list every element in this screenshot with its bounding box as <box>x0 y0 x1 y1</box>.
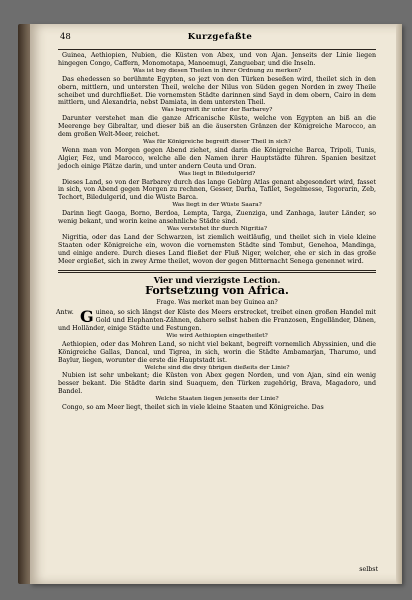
drop-cap: G <box>80 307 94 327</box>
answer-paragraph: Congo, so am Meer liegt, theilet sich in viele kleine Staaten und Königreiche. Das <box>62 404 324 412</box>
question-line: Was verstehet ihr durch Nigritia? <box>166 225 268 232</box>
first-answer-text: uinea, so sich längst der Küste des Meers erstrecket, treibet einen großen Handel mit Gold und Elephanten-Zähnen, dahero selbst haben die Franzosen, Engelländer, Dänen, und Holländer, einige Städte und Festungen. <box>58 309 376 332</box>
lesson-subtitle: Fortsetzung von Africa. <box>145 284 289 298</box>
question-line: Wie wird Aethiopien eingetheilet? <box>166 332 268 339</box>
answer-paragraph: Das ehedessen so berühmte Egypten, so jezt von den Türken beseßen wird, theilet sich in den obern, mittlern, und untersten Theil, welche der Nilus von Süden gegen Norden in zwey Theile scheibet und durchfließet. Die vornemsten Städte darinnen sind Sayd in dem obern, Cairo in dem mittlern, und Alexandria, nebst Damiata, in dem untersten Theil. <box>58 75 376 107</box>
page-header <box>60 32 380 48</box>
section-body-1 <box>58 52 376 265</box>
question-line: Was für Königreiche begreift dieser Theil in sich? <box>142 138 291 145</box>
header-rule <box>58 49 376 50</box>
answer-label: Antw. <box>56 309 74 317</box>
question-line: Was ist bey diesen Theilen in ihrer Ordnung zu merken? <box>132 67 302 74</box>
question-line: Was liegt in Biledulgerid? <box>178 170 256 177</box>
answer-paragraph: Nigritia, oder das Land der Schwarzen, ist ziemlich weitläufig, und theilet sich in viele kleine Staaten oder Königreiche ein, wovon die vornemsten Städte sind Tombut, Genehoa, Mandinga, und einige andere. Durch dieses Land fließet der Fluß Niger, welcher, ehe er sich in das große Meer ergießet, sich in zwey Arme theilet, wovon der gegen Mitternacht Senega genennet wird. <box>58 233 376 265</box>
question-line: Was begreift ihr unter der Barbarey? <box>161 107 273 114</box>
catchword: selbst <box>359 566 378 573</box>
answer-paragraph: Aethiopien, oder das Mohren Land, so nicht viel bekant, begreift vornemlich Abyssinien, und die Königreiche Gallas, Dancal, und Tigrea, in sich, worin die Städte Ambamarjan, Tharumo, und Baylur, liegen, worunter die erste die Hauptstadt ist. <box>58 340 376 364</box>
question-line: Welche sind die drey übrigen dießeits der Linie? <box>144 364 290 371</box>
question-line: Was liegt in der Wüste Saara? <box>172 202 262 209</box>
page-number: 48 <box>60 32 71 42</box>
running-title: Kurzgefaßte <box>187 32 253 42</box>
page-edge <box>396 24 402 584</box>
answer-paragraph: Guinea, Aethiopien, Nubien, die Küsten von Abex, und von Ajan. Jenseits der Linie liegen hingegen Congo, Caffern, Monomotapa, Manoemugi, Zanguebar, und die Inseln. <box>58 52 376 67</box>
page-text <box>58 52 376 412</box>
lesson-question: Frage. Was merket man bey Guinea an? <box>156 299 278 307</box>
answer-paragraph: Nubien ist sehr unbekant; die Küsten von Abex gegen Norden, und von Ajan, sind ein wenig besser bekant. Die Städte darin sind Suaquem, den Türken zugehörig, Brava, Magadoro, und Bandel. <box>58 372 376 396</box>
question-line: Welche Staaten liegen jenseits der Linie? <box>155 396 279 403</box>
answer-paragraph: Darunter verstehet man die ganze Africanische Küste, welche von Egypten an biß an die Meerenge bey Gibraltar, und dieser biß an die äusersten Gränzen der Königreiche Marocco, an dem großen Welt-Meer, reichet. <box>58 115 376 139</box>
section-divider <box>58 270 376 271</box>
answer-paragraph: Dieses Land, so von der Barbarey durch das lange Gebürg Atlas genant abgesondert wird, fasset in sich, von Abend gegen Morgen zu rechnen, Gesser, Darha, Tafilet, Segelmesse, Tegorarin, Zeb, Techort, Biledulgerid, und die Wüste Barca. <box>58 178 376 202</box>
lesson-first-answer <box>58 309 376 333</box>
lesson-title: Vier und vierzigste Lection. <box>153 275 281 286</box>
answer-paragraph: Wenn man von Morgen gegen Abend ziehet, sind darin die Königreiche Barca, Tripoli, Tunis, Algier, Fez, und Marocco, welche alle den Namen ihrer Hauptstädte führen. Spanien besitzet jedoch einige Plätze darin, und unter andern Ceuta und Oran. <box>58 146 376 170</box>
section-divider-thin <box>58 272 376 273</box>
answer-paragraph: Darinn liegt Gaoga, Borno, Berdoa, Lempta, Targa, Zuenziga, und Zanhaga, lauter Länder, so wenig bekant, und worin keine ansehnliche Städte sind. <box>58 210 376 226</box>
section-body-2 <box>58 333 376 412</box>
